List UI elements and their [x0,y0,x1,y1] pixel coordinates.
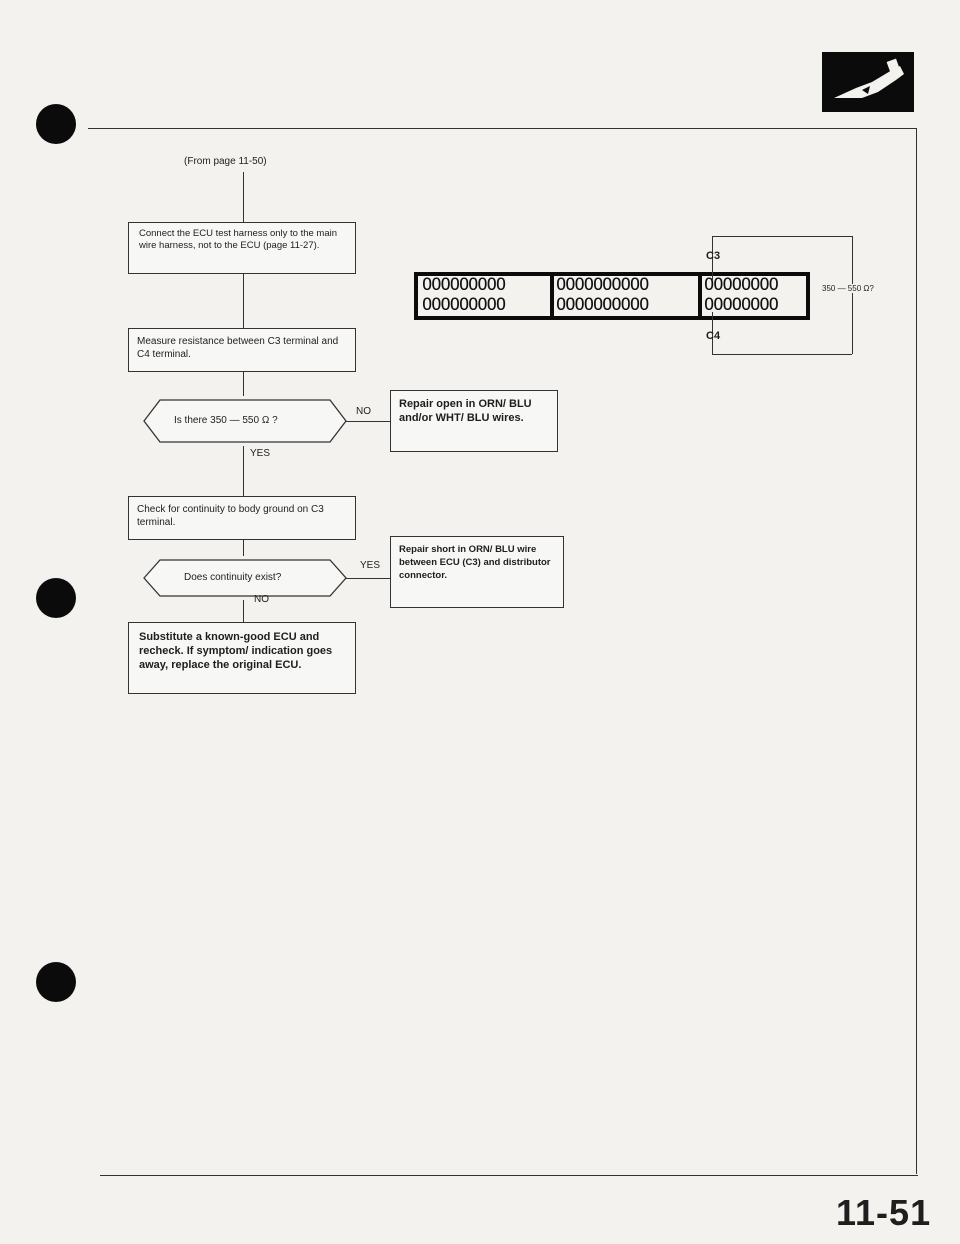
connector-row-bottom-b: OOOOOOOOOO [556,295,649,315]
punch-hole-middle [36,578,76,618]
connector-row-bottom-c: OOOOOOOO [704,295,778,315]
punch-hole-top [36,104,76,144]
from-page-label: (From page 11-50) [184,156,267,167]
probe-lead-top [712,236,852,237]
probe-lead-bottom [712,354,852,355]
step-check-continuity: Check for continuity to body ground on C3 terminal. [128,496,356,540]
connector-row-top-a: OOOOOOOOO [422,275,506,295]
page-number: 11-51 [836,1192,932,1233]
yes-branch-line-2 [346,578,390,579]
flow-line-3 [243,372,244,396]
probe-lead-right [852,236,853,354]
frame-top-line [88,128,916,129]
flow-line-6 [243,600,244,622]
step-substitute-ecu: Substitute a known-good ECU and recheck. If symptom/ indication goes away, replace the original ECU. [128,622,356,694]
ecu-probe-icon [822,52,914,112]
flow-line-2 [243,274,244,328]
connector-row-bottom-a: OOOOOOOOO [422,295,506,315]
c4-label: C4 [706,330,721,342]
frame-bottom-line [100,1175,918,1176]
decision-continuity-text: Does continuity exist? [184,572,282,583]
yes-label-1: YES [250,448,271,459]
resistance-spec-label: 350 — 550 Ω? [822,284,874,293]
flow-line-4 [243,446,244,496]
decision-resistance-text: Is there 350 — 550 Ω ? [174,415,278,426]
c3-label: C3 [706,250,721,262]
step-measure-resistance: Measure resistance between C3 terminal and C4 terminal. [128,328,356,372]
step-repair-short: Repair short in ORN/ BLU wire between ECU (C3) and distributor connector. [390,536,564,608]
flow-line-1 [243,172,244,222]
punch-hole-bottom [36,962,76,1002]
step-repair-open: Repair open in ORN/ BLU and/or WHT/ BLU wires. [390,390,558,452]
ecu-connector [414,272,810,320]
connector-row-top-c: OOOOOOOO [704,275,778,295]
no-label-2: NO [254,594,269,605]
no-label-1: NO [356,406,371,417]
flow-line-5 [243,540,244,556]
frame-right-line [916,128,917,1174]
connector-row-top-b: OOOOOOOOOO [556,275,649,295]
no-branch-line-1 [346,421,390,422]
step-connect-harness: Connect the ECU test harness only to the main wire harness, not to the ECU (page 11-27). [128,222,356,274]
yes-label-2: YES [360,560,381,571]
